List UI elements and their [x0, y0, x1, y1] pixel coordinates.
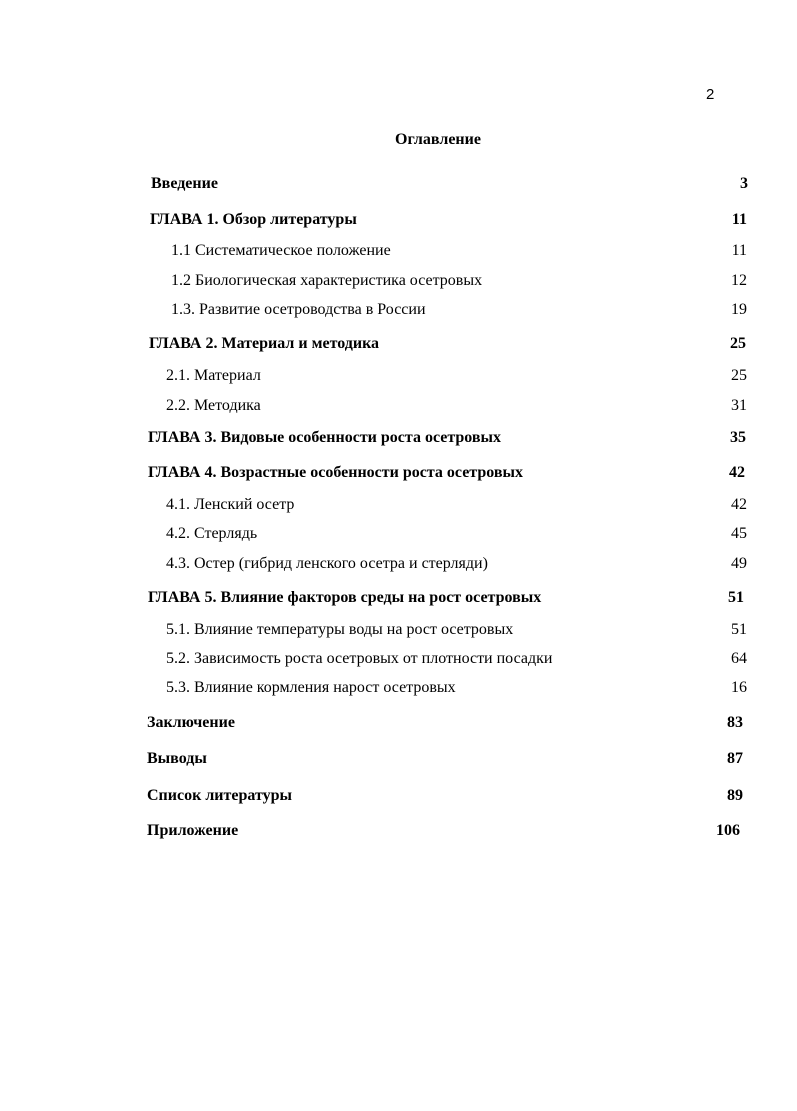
- toc-entry-label: 4.3. Остер (гибрид ленского осетра и стерляди): [166, 555, 488, 572]
- toc-entry-section-1-1: [171, 241, 747, 261]
- toc-entry-label: Приложение: [147, 822, 239, 839]
- toc-entry-conclusion: [147, 713, 743, 733]
- toc-entry-page: 45: [731, 525, 747, 542]
- toc-entry-page: 3: [740, 175, 748, 192]
- toc-entry-page: 35: [730, 429, 746, 446]
- toc-entry-page: 25: [731, 367, 747, 384]
- toc-entry-page: 87: [727, 750, 743, 767]
- toc-entry-label: 2.1. Материал: [166, 367, 261, 384]
- toc-entry-page: 83: [727, 714, 743, 731]
- toc-entry-label: ГЛАВА 2. Материал и методика: [149, 335, 380, 352]
- toc-entry-page: 106: [716, 822, 740, 839]
- toc-entry-section-1-3: [171, 300, 747, 320]
- toc-entry-appendix: [147, 821, 740, 841]
- toc-entry-page: 51: [731, 621, 747, 638]
- toc-entry-label: Введение: [151, 175, 218, 192]
- toc-entry-findings: [147, 749, 743, 769]
- toc-entry-label: ГЛАВА 5. Влияние факторов среды на рост осетровых: [148, 589, 542, 606]
- toc-entry-page: 11: [731, 211, 747, 228]
- toc-entry-page: 64: [731, 650, 747, 667]
- toc-entry-label: 2.2. Методика: [166, 397, 261, 414]
- toc-entry-label: 4.1. Ленский осетр: [166, 496, 295, 513]
- toc-entry-chapter-1: [150, 210, 747, 230]
- toc-entry-section-4-1: [166, 495, 747, 515]
- toc-entry-page: 19: [731, 301, 747, 318]
- toc-entry-label: 4.2. Стерлядь: [166, 525, 258, 542]
- toc-entry-section-4-2: [166, 524, 747, 544]
- toc-entry-bibliography: [147, 786, 743, 806]
- toc-entry-chapter-4: [148, 463, 745, 483]
- toc-entry-page: 16: [731, 679, 747, 696]
- toc-entry-page: 42: [729, 464, 745, 481]
- toc-entry-section-2-2: [166, 396, 747, 416]
- toc-entry-section-5-1: [166, 620, 747, 640]
- toc-entry-chapter-5: [148, 588, 744, 608]
- toc-entry-page: 51: [728, 589, 744, 606]
- toc-entry-label: Выводы: [147, 750, 207, 767]
- toc-entry-page: 89: [727, 787, 743, 804]
- toc-entry-section-2-1: [166, 366, 747, 386]
- toc-entry-page: 31: [731, 397, 747, 414]
- toc-entry-section-5-3: [166, 678, 747, 698]
- toc-entry-label: 5.2. Зависимость роста осетровых от плотности посадки: [166, 650, 553, 667]
- toc-entry-chapter-2: [149, 334, 746, 354]
- page-number: 2: [706, 86, 715, 103]
- toc-entry-section-5-2: [166, 649, 747, 669]
- toc-entry-label: 1.1 Систематическое положение: [171, 242, 391, 259]
- toc-entry-label: ГЛАВА 4. Возрастные особенности роста осетровых: [148, 464, 523, 481]
- toc-entry-page: 49: [731, 555, 747, 572]
- toc-entry-page: 42: [731, 496, 747, 513]
- toc-entry-chapter-3: [148, 428, 746, 448]
- toc-entry-label: 5.1. Влияние температуры воды на рост осетровых: [166, 621, 514, 638]
- toc-entry-label: Список литературы: [147, 787, 292, 804]
- toc-entry-label: Заключение: [147, 714, 235, 731]
- toc-entry-label: 1.3. Развитие осетроводства в России: [171, 301, 426, 318]
- toc-title: Оглавление: [395, 131, 481, 148]
- toc-entry-label: 1.2 Биологическая характеристика осетровых: [171, 272, 483, 289]
- toc-entry-label: ГЛАВА 3. Видовые особенности роста осетровых: [148, 429, 502, 446]
- toc-entry-section-4-3: [166, 554, 747, 574]
- toc-entry-label: ГЛАВА 1. Обзор литературы: [150, 211, 357, 228]
- toc-entry-label: 5.3. Влияние кормления нарост осетровых: [166, 679, 456, 696]
- toc-entry-page: 11: [731, 242, 747, 259]
- toc-entry-page: 12: [731, 272, 747, 289]
- toc-entry-section-1-2: [171, 271, 747, 291]
- toc-entry-introduction: [151, 174, 748, 194]
- toc-entry-page: 25: [730, 335, 746, 352]
